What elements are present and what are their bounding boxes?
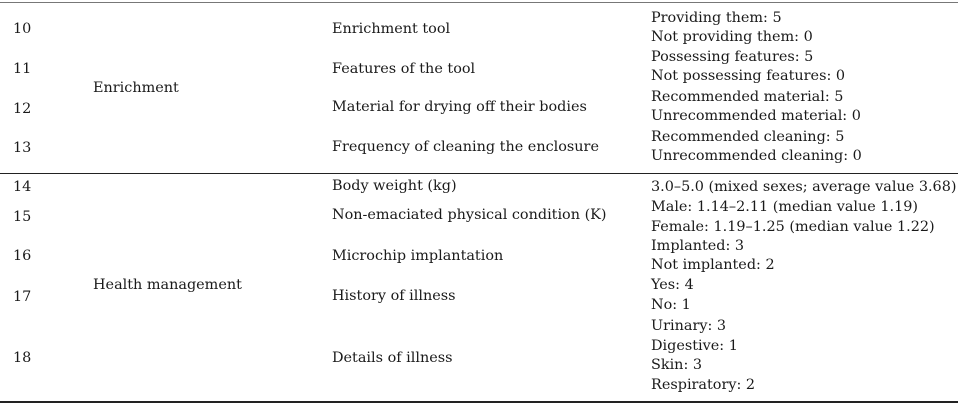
row-14-item: Body weight (kg) xyxy=(332,178,457,194)
row-17-value-1: Yes: 4 xyxy=(651,277,694,293)
category-enrichment: Enrichment xyxy=(93,80,179,96)
row-11-item: Features of the tool xyxy=(332,61,476,77)
row-18-number: 18 xyxy=(13,350,32,366)
table-bottom-rule xyxy=(0,401,958,403)
row-18-value-3: Skin: 3 xyxy=(651,357,703,373)
row-16-number: 16 xyxy=(13,248,32,264)
row-13-value-2: Unrecommended cleaning: 0 xyxy=(651,148,862,164)
row-12-number: 12 xyxy=(13,101,32,117)
row-15-number: 15 xyxy=(13,209,32,225)
row-14-value-1: 3.0–5.0 (mixed sexes; average value 3.68) xyxy=(651,179,957,195)
row-17-item: History of illness xyxy=(332,288,456,304)
row-10-item: Enrichment tool xyxy=(332,21,451,37)
row-17-value-2: No: 1 xyxy=(651,297,691,313)
section-divider-rule xyxy=(0,173,958,174)
row-11-number: 11 xyxy=(13,61,32,77)
row-11-value-2: Not possessing features: 0 xyxy=(651,68,846,84)
category-health-management: Health management xyxy=(93,277,242,293)
row-10-value-2: Not providing them: 0 xyxy=(651,29,813,45)
row-13-number: 13 xyxy=(13,140,32,156)
row-12-item: Material for drying off their bodies xyxy=(332,99,587,115)
row-15-value-1: Male: 1.14–2.11 (median value 1.19) xyxy=(651,199,919,215)
row-11-value-1: Possessing features: 5 xyxy=(651,49,814,65)
row-18-value-1: Urinary: 3 xyxy=(651,318,727,334)
row-12-value-2: Unrecommended material: 0 xyxy=(651,108,861,124)
row-17-number: 17 xyxy=(13,289,32,305)
row-10-number: 10 xyxy=(13,21,32,37)
row-15-value-2: Female: 1.19–1.25 (median value 1.22) xyxy=(651,219,935,235)
table-top-rule xyxy=(0,2,958,3)
row-14-number: 14 xyxy=(13,179,32,195)
row-12-value-1: Recommended material: 5 xyxy=(651,89,844,105)
row-18-value-2: Digestive: 1 xyxy=(651,338,738,354)
row-16-item: Microchip implantation xyxy=(332,248,504,264)
row-18-value-4: Respiratory: 2 xyxy=(651,377,756,393)
row-16-value-1: Implanted: 3 xyxy=(651,238,745,254)
row-10-value-1: Providing them: 5 xyxy=(651,10,782,26)
row-16-value-2: Not implanted: 2 xyxy=(651,257,775,273)
row-13-item: Frequency of cleaning the enclosure xyxy=(332,139,599,155)
row-13-value-1: Recommended cleaning: 5 xyxy=(651,129,845,145)
row-15-item: Non-emaciated physical condition (K) xyxy=(332,207,607,223)
row-18-item: Details of illness xyxy=(332,350,453,366)
